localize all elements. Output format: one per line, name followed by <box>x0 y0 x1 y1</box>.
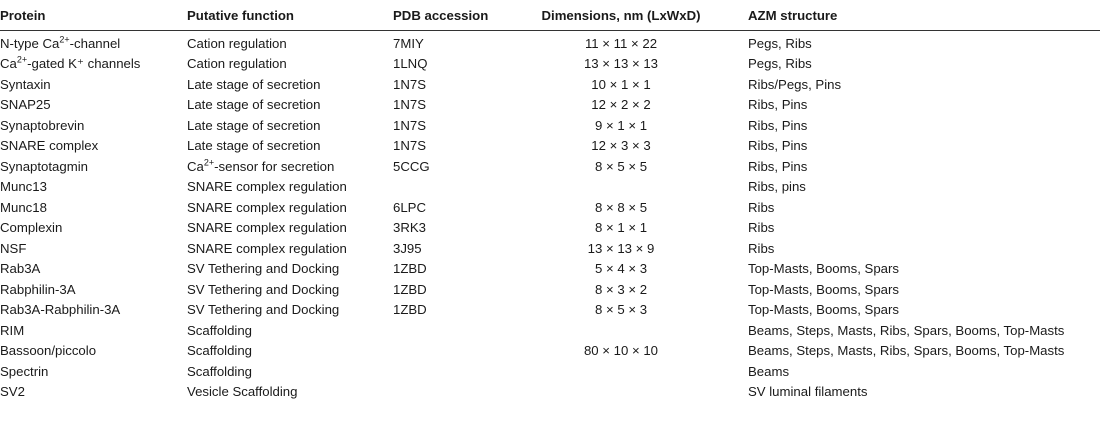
cell-azm <box>748 259 1100 280</box>
cell-azm <box>748 279 1100 300</box>
cell-pdb-text: 1ZBD <box>393 302 427 318</box>
cell-pdb-text: 1ZBD <box>393 261 427 277</box>
cell-azm <box>748 341 1100 362</box>
cell-azm <box>748 300 1100 321</box>
table-row <box>0 320 1100 341</box>
cell-azm-text: Ribs <box>748 220 775 236</box>
cell-pdb-text: 1N7S <box>393 117 426 133</box>
table-row <box>0 115 1100 136</box>
cell-protein <box>0 300 187 321</box>
cell-pdb-text: 1N7S <box>393 97 426 113</box>
cell-dimensions-text: 8 × 1 × 1 <box>594 220 648 236</box>
cell-pdb <box>393 238 504 259</box>
cell-pdb <box>393 156 504 177</box>
cell-dimensions-text: 12 × 2 × 2 <box>591 97 651 113</box>
cell-function-text: SNARE complex regulation <box>187 220 347 236</box>
cell-dimensions <box>504 259 748 280</box>
cell-protein-suffix: -gated K⁺ channels <box>27 55 141 71</box>
cell-dimensions <box>504 177 748 198</box>
cell-pdb <box>393 177 504 198</box>
table-row <box>0 136 1100 157</box>
cell-function <box>187 197 393 218</box>
cell-function <box>187 300 393 321</box>
cell-pdb <box>393 300 504 321</box>
cell-azm-text: Ribs, pins <box>748 179 806 195</box>
cell-azm-text: Ribs/Pegs, Pins <box>748 76 842 92</box>
cell-protein <box>0 218 187 239</box>
cell-azm-text: Beams <box>748 363 790 379</box>
cell-function-text: Late stage of secretion <box>187 117 321 133</box>
table-row <box>0 197 1100 218</box>
cell-protein-text: Rabphilin-3A <box>0 281 76 297</box>
cell-protein-text: NSF <box>0 240 27 256</box>
cell-azm <box>748 54 1100 75</box>
cell-function-text: SV Tethering and Docking <box>187 281 340 297</box>
cell-azm-text: Top-Masts, Booms, Spars <box>748 302 899 318</box>
cell-protein-text: Rab3A <box>0 261 41 277</box>
header-row <box>0 0 1100 31</box>
cell-dimensions <box>504 54 748 75</box>
cell-function <box>187 341 393 362</box>
table-row <box>0 31 1100 54</box>
cell-protein-text: Complexin <box>0 220 63 236</box>
cell-protein <box>0 382 187 403</box>
cell-pdb-text: 1LNQ <box>393 56 428 72</box>
cell-pdb-text: 1ZBD <box>393 281 427 297</box>
cell-pdb-text: 6LPC <box>393 199 426 215</box>
cell-pdb <box>393 31 504 54</box>
cell-dimensions-text: 10 × 1 × 1 <box>591 76 651 92</box>
cell-function-text: Cation regulation <box>187 35 287 51</box>
cell-function-text: Late stage of secretion <box>187 138 321 154</box>
cell-azm-text: Top-Masts, Booms, Spars <box>748 261 899 277</box>
cell-function-text: Scaffolding <box>187 363 253 379</box>
cell-dimensions-text: 8 × 8 × 5 <box>594 199 648 215</box>
cell-protein <box>0 95 187 116</box>
cell-function <box>187 218 393 239</box>
cell-function-text: Vesicle Scaffolding <box>187 384 298 400</box>
cell-function <box>187 361 393 382</box>
cell-dimensions-text: 12 × 3 × 3 <box>591 138 651 154</box>
cell-protein-text: SV2 <box>0 384 25 400</box>
cell-azm-text: Ribs, Pins <box>748 158 808 174</box>
cell-function <box>187 238 393 259</box>
cell-dimensions <box>504 115 748 136</box>
cell-protein-text: SNAP25 <box>0 97 51 113</box>
cell-function-text: SNARE complex regulation <box>187 199 347 215</box>
cell-pdb-text: 3J95 <box>393 240 422 256</box>
cell-azm-text: Ribs, Pins <box>748 117 808 133</box>
table-row <box>0 218 1100 239</box>
cell-azm <box>748 95 1100 116</box>
table-row <box>0 361 1100 382</box>
cell-dimensions <box>504 136 748 157</box>
cell-azm <box>748 218 1100 239</box>
table-row <box>0 54 1100 75</box>
cell-protein-text: Bassoon/piccolo <box>0 343 97 359</box>
cell-function-text: SV Tethering and Docking <box>187 261 340 277</box>
cell-protein-text: Spectrin <box>0 363 49 379</box>
cell-dimensions <box>504 300 748 321</box>
cell-dimensions <box>504 341 748 362</box>
cell-function-superscript: 2+ <box>203 157 215 168</box>
cell-pdb <box>393 382 504 403</box>
cell-pdb-text: 1N7S <box>393 76 426 92</box>
cell-protein <box>0 320 187 341</box>
cell-function <box>187 177 393 198</box>
cell-azm <box>748 238 1100 259</box>
cell-protein-text: RIM <box>0 322 25 338</box>
cell-azm <box>748 320 1100 341</box>
cell-function <box>187 95 393 116</box>
table-row <box>0 95 1100 116</box>
cell-function <box>187 382 393 403</box>
cell-dimensions <box>504 156 748 177</box>
table-row <box>0 74 1100 95</box>
cell-dimensions-text: 8 × 3 × 2 <box>594 281 648 297</box>
cell-pdb <box>393 95 504 116</box>
cell-pdb-text: 7MIY <box>393 35 424 51</box>
cell-function <box>187 115 393 136</box>
cell-protein-text: Munc13 <box>0 179 47 195</box>
cell-protein-text: SNARE complex <box>0 138 99 154</box>
cell-dimensions-text: 13 × 13 × 9 <box>587 240 655 256</box>
cell-function <box>187 54 393 75</box>
cell-protein <box>0 136 187 157</box>
table-body <box>0 31 1100 403</box>
cell-pdb <box>393 341 504 362</box>
cell-function-text: Cation regulation <box>187 56 287 72</box>
cell-function-text: SNARE complex regulation <box>187 179 347 195</box>
cell-azm-text: SV luminal filaments <box>748 384 868 400</box>
table-row <box>0 341 1100 362</box>
cell-protein-superscript: 2+ <box>16 54 28 65</box>
cell-dimensions-text: 80 × 10 × 10 <box>583 343 659 359</box>
cell-dimensions <box>504 74 748 95</box>
cell-dimensions-text: 11 × 11 × 22 <box>584 35 658 51</box>
cell-pdb <box>393 218 504 239</box>
cell-function <box>187 31 393 54</box>
cell-azm <box>748 177 1100 198</box>
cell-dimensions-text: 13 × 13 × 13 <box>583 56 659 72</box>
header-protein: Protein <box>0 0 187 31</box>
cell-dimensions <box>504 218 748 239</box>
cell-azm <box>748 74 1100 95</box>
cell-dimensions-text: 5 × 4 × 3 <box>594 261 648 277</box>
cell-pdb <box>393 361 504 382</box>
cell-azm-text: Ribs, Pins <box>748 97 808 113</box>
cell-dimensions <box>504 31 748 54</box>
cell-protein <box>0 177 187 198</box>
cell-azm-text: Top-Masts, Booms, Spars <box>748 281 899 297</box>
cell-function-text: SNARE complex regulation <box>187 240 347 256</box>
header-dimensions: Dimensions, nm (LxWxD) <box>504 0 748 31</box>
cell-azm-text: Beams, Steps, Masts, Ribs, Spars, Booms, Top-Masts <box>748 343 1065 359</box>
cell-protein-superscript: 2+ <box>59 34 70 45</box>
cell-protein-text: N-type Ca <box>0 35 60 51</box>
header-azm: AZM structure <box>748 0 1100 31</box>
cell-protein <box>0 238 187 259</box>
cell-protein-text: Synaptobrevin <box>0 117 85 133</box>
cell-protein-suffix: -channel <box>69 35 121 51</box>
cell-pdb <box>393 197 504 218</box>
cell-dimensions <box>504 382 748 403</box>
cell-azm-text: Ribs <box>748 240 775 256</box>
cell-pdb <box>393 259 504 280</box>
cell-protein-text: Syntaxin <box>0 76 51 92</box>
cell-pdb <box>393 320 504 341</box>
cell-dimensions-text: 9 × 1 × 1 <box>594 117 648 133</box>
cell-azm <box>748 156 1100 177</box>
cell-protein-text: Synaptotagmin <box>0 158 88 174</box>
cell-azm-text: Pegs, Ribs <box>748 35 812 51</box>
cell-protein <box>0 74 187 95</box>
cell-protein-text: Rab3A-Rabphilin-3A <box>0 302 121 318</box>
table-row <box>0 300 1100 321</box>
cell-protein-text: Munc18 <box>0 199 47 215</box>
header-pdb: PDB accession <box>393 0 504 31</box>
cell-dimensions <box>504 279 748 300</box>
cell-function <box>187 156 393 177</box>
cell-protein <box>0 259 187 280</box>
table-row <box>0 156 1100 177</box>
cell-protein <box>0 341 187 362</box>
cell-pdb-text: 5CCG <box>393 158 430 174</box>
cell-azm <box>748 31 1100 54</box>
cell-protein <box>0 156 187 177</box>
table-row <box>0 259 1100 280</box>
cell-function <box>187 320 393 341</box>
cell-dimensions <box>504 320 748 341</box>
cell-azm-text: Pegs, Ribs <box>748 56 812 72</box>
header-function: Putative function <box>187 0 393 31</box>
cell-pdb <box>393 279 504 300</box>
cell-function-text: Late stage of secretion <box>187 76 321 92</box>
cell-azm-text: Ribs, Pins <box>748 138 808 154</box>
cell-function-suffix: -sensor for secretion <box>214 158 335 174</box>
cell-protein <box>0 361 187 382</box>
table-row <box>0 279 1100 300</box>
cell-function <box>187 74 393 95</box>
cell-pdb-text: 1N7S <box>393 138 426 154</box>
cell-protein <box>0 54 187 75</box>
cell-dimensions <box>504 197 748 218</box>
cell-pdb <box>393 136 504 157</box>
cell-function <box>187 279 393 300</box>
table-row <box>0 382 1100 403</box>
cell-pdb <box>393 54 504 75</box>
cell-pdb <box>393 74 504 95</box>
cell-azm <box>748 115 1100 136</box>
cell-dimensions <box>504 361 748 382</box>
cell-azm <box>748 382 1100 403</box>
cell-dimensions-text: 8 × 5 × 3 <box>594 302 648 318</box>
cell-function-text: Late stage of secretion <box>187 97 321 113</box>
cell-protein <box>0 115 187 136</box>
table-row <box>0 177 1100 198</box>
cell-azm <box>748 197 1100 218</box>
cell-function <box>187 136 393 157</box>
cell-protein <box>0 31 187 54</box>
cell-protein <box>0 197 187 218</box>
cell-function-text: SV Tethering and Docking <box>187 302 340 318</box>
cell-protein-text: Ca <box>0 55 17 71</box>
cell-azm <box>748 136 1100 157</box>
cell-function-text: Ca <box>187 158 204 174</box>
cell-protein <box>0 279 187 300</box>
cell-azm-text: Ribs <box>748 199 775 215</box>
cell-function-text: Scaffolding <box>187 322 253 338</box>
cell-pdb <box>393 115 504 136</box>
cell-azm-text: Beams, Steps, Masts, Ribs, Spars, Booms, Top-Masts <box>748 322 1065 338</box>
table-row <box>0 238 1100 259</box>
cell-function-text: Scaffolding <box>187 343 253 359</box>
cell-function <box>187 259 393 280</box>
cell-dimensions <box>504 95 748 116</box>
cell-pdb-text: 3RK3 <box>393 220 426 236</box>
cell-azm <box>748 361 1100 382</box>
cell-dimensions <box>504 238 748 259</box>
cell-dimensions-text: 8 × 5 × 5 <box>594 158 648 174</box>
